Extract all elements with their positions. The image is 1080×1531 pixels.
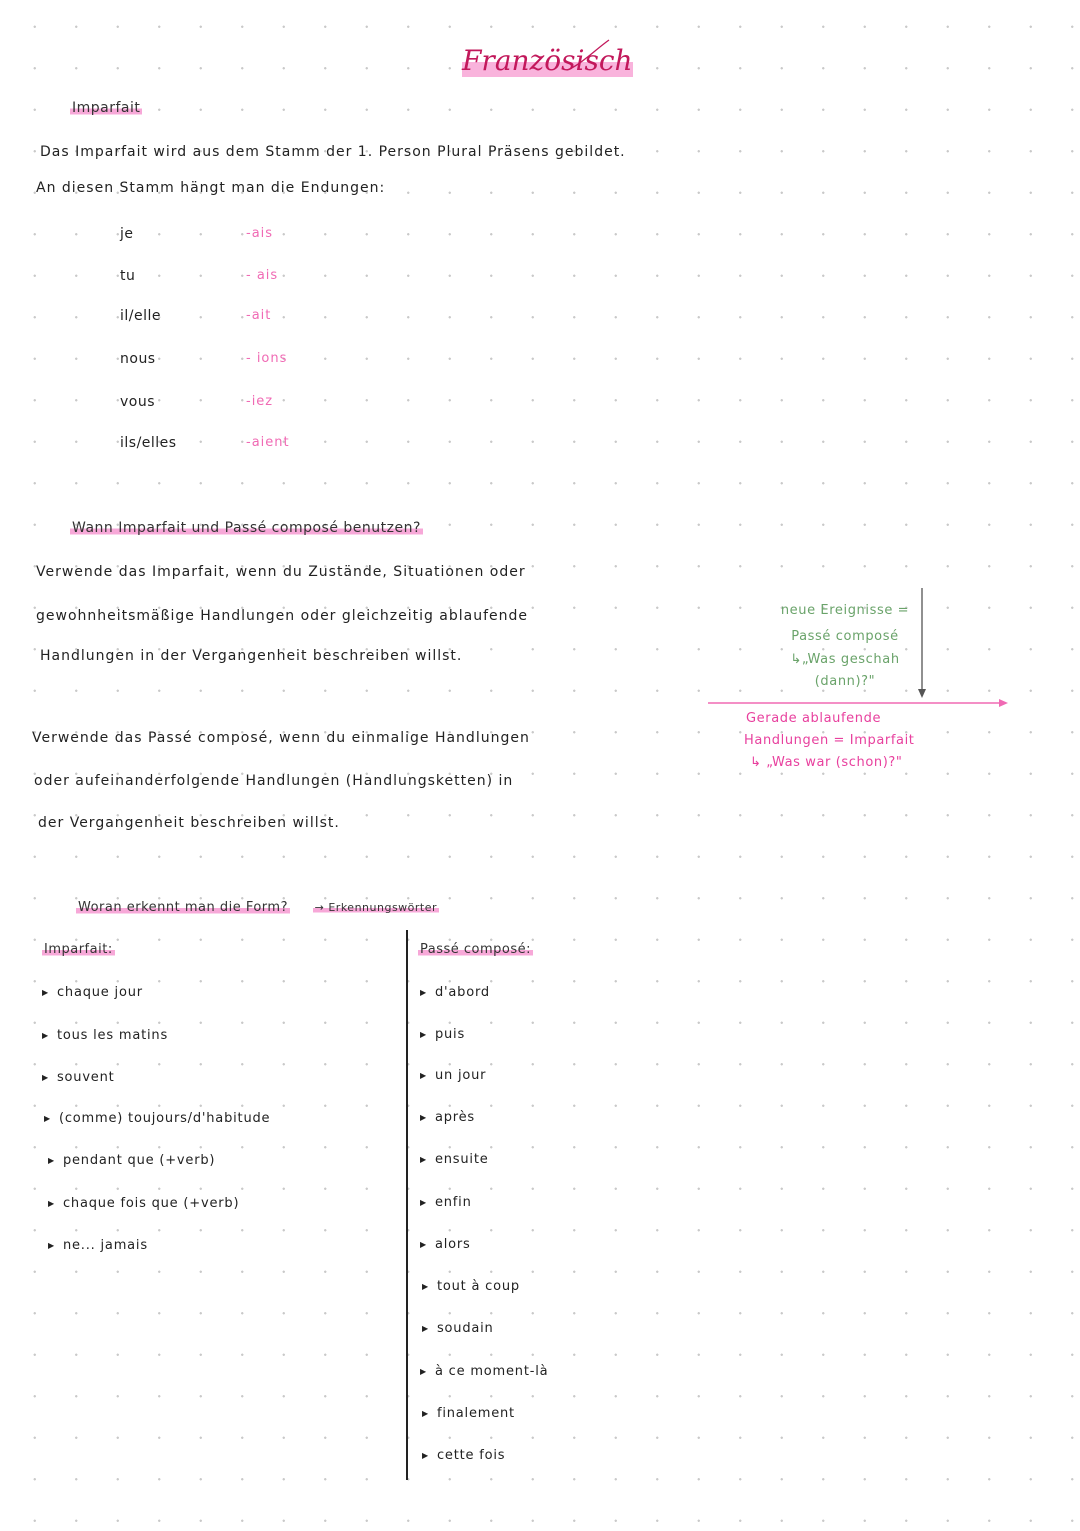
ending-nous: - ions — [246, 351, 288, 366]
list-item: ▶ à ce moment-là — [420, 1364, 549, 1379]
list-item: ▶ puis — [420, 1027, 466, 1042]
triangle-bullet-icon: ▶ — [44, 1114, 51, 1123]
pronoun-nous: nous — [120, 351, 156, 367]
triangle-bullet-icon: ▶ — [422, 1409, 429, 1418]
triangle-bullet-icon: ▶ — [48, 1199, 55, 1208]
pronoun-ils-elles: ils/elles — [120, 435, 177, 451]
triangle-bullet-icon: ▶ — [420, 1155, 427, 1164]
formation-line-1: Das Imparfait wird aus dem Stamm der 1. Person Plural Präsens gebildet. — [40, 144, 626, 160]
triangle-bullet-icon: ▶ — [420, 1030, 427, 1039]
triangle-bullet-icon: ▶ — [422, 1451, 429, 1460]
side-note-pink-line-1: Gerade ablaufende — [746, 711, 882, 726]
column-divider — [406, 930, 408, 1480]
list-item: ▶ un jour — [420, 1068, 487, 1083]
triangle-bullet-icon: ▶ — [422, 1324, 429, 1333]
passe-usage-line-2: oder aufeinanderfolgende Handlungen (Handlungsketten) in — [34, 773, 514, 789]
list-item: ▶ après — [420, 1110, 476, 1125]
recognition-heading: Woran erkennt man die Form? → Erkennungswörter — [78, 900, 438, 915]
ending-je: -ais — [246, 226, 274, 241]
passe-usage-line-3: der Vergangenheit beschreiben willst. — [38, 815, 340, 831]
triangle-bullet-icon: ▶ — [42, 988, 49, 997]
triangle-bullet-icon: ▶ — [420, 988, 427, 997]
list-item: ▶ enfin — [420, 1195, 472, 1210]
triangle-bullet-icon: ▶ — [48, 1156, 55, 1165]
triangle-bullet-icon: ▶ — [420, 1367, 427, 1376]
pronoun-vous: vous — [120, 394, 156, 410]
triangle-bullet-icon: ▶ — [420, 1240, 427, 1249]
triangle-bullet-icon: ▶ — [42, 1073, 49, 1082]
side-note-green-line-4: (dann)?" — [814, 674, 876, 689]
list-item: ▶ chaque fois que (+verb) — [48, 1196, 240, 1211]
passe-column-label: Passé composé: — [420, 942, 532, 957]
list-item: ▶ d'abord — [420, 985, 490, 1000]
list-item: ▶ tout à coup — [422, 1279, 520, 1294]
list-item: ▶ cette fois — [422, 1448, 506, 1463]
ending-tu: - ais — [246, 268, 279, 283]
ending-ils-elles: -aient — [246, 435, 290, 450]
pronoun-je: je — [120, 226, 134, 242]
ending-il-elle: -ait — [246, 308, 272, 323]
side-note-green-line-3: ↳„Was geschah — [790, 652, 900, 667]
pronoun-tu: tu — [120, 268, 136, 284]
imparfait-heading: Imparfait — [72, 100, 141, 116]
triangle-bullet-icon: ▶ — [48, 1241, 55, 1250]
page-title: Französisch — [462, 44, 633, 77]
list-item: ▶ tous les matins — [42, 1028, 169, 1043]
usage-heading: Wann Imparfait und Passé composé benutzen? — [72, 520, 421, 536]
list-item: ▶ pendant que (+verb) — [48, 1153, 216, 1168]
side-note-green-line-2: Passé composé — [791, 629, 899, 644]
ending-vous: -iez — [246, 394, 274, 409]
passe-usage-line-1: Verwende das Passé composé, wenn du einmalige Handlungen — [32, 730, 530, 746]
side-note-pink-line-3: ↳ „Was war (schon)?" — [750, 755, 903, 770]
triangle-bullet-icon: ▶ — [420, 1113, 427, 1122]
triangle-bullet-icon: ▶ — [422, 1282, 429, 1291]
list-item: ▶ (comme) toujours/d'habitude — [44, 1111, 271, 1126]
imparfait-usage-line-3: Handlungen in der Vergangenheit beschreiben willst. — [40, 648, 463, 664]
list-item: ▶ ensuite — [420, 1152, 489, 1167]
list-item: ▶ finalement — [422, 1406, 515, 1421]
recognition-arrow-label: → Erkennungswörter — [314, 901, 438, 914]
list-item: ▶ souvent — [42, 1070, 115, 1085]
triangle-bullet-icon: ▶ — [420, 1071, 427, 1080]
side-note-green-line-1: neue Ereignisse = — [780, 603, 910, 618]
list-item: ▶ ne... jamais — [48, 1238, 148, 1253]
imparfait-column-label: Imparfait: — [44, 942, 113, 957]
triangle-bullet-icon: ▶ — [420, 1198, 427, 1207]
list-item: ▶ chaque jour — [42, 985, 143, 1000]
list-item: ▶ soudain — [422, 1321, 494, 1336]
side-note-pink-line-2: Handlungen = Imparfait — [744, 733, 915, 748]
formation-line-2: An diesen Stamm hängt man die Endungen: — [36, 180, 386, 196]
imparfait-usage-line-2: gewohnheitsmäßige Handlungen oder gleichzeitig ablaufende — [36, 608, 529, 624]
triangle-bullet-icon: ▶ — [42, 1031, 49, 1040]
pronoun-il-elle: il/elle — [120, 308, 162, 324]
imparfait-usage-line-1: Verwende das Imparfait, wenn du Zustände, Situationen oder — [36, 564, 526, 580]
list-item: ▶ alors — [420, 1237, 471, 1252]
